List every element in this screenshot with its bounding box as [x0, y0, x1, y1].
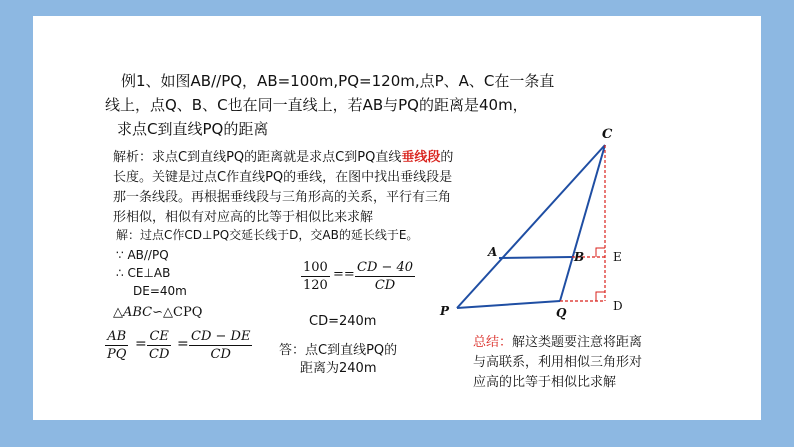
problem-line-1: 例1、如图AB//PQ，AB=100m,PQ=120m,点P、A、C在一条直 [121, 72, 555, 90]
analysis-line-4: 形相似，相似有对应高的比等于相似比来求解 [113, 210, 374, 225]
answer-line-1: 答：点C到直线PQ的 [279, 343, 398, 358]
line-pq [457, 301, 560, 308]
label-q: Q [556, 306, 567, 320]
label-b: B [574, 250, 585, 264]
line-pc [457, 145, 605, 308]
similar-left: △ABC [113, 305, 153, 320]
summary-label: 总结： [473, 335, 513, 350]
right-angle-mark-d [596, 292, 605, 301]
line-ab [499, 257, 572, 258]
equals-sign: = [177, 336, 189, 352]
analysis-text-1: 求点C到直线PQ的距离就是求点C到PQ直线 [152, 150, 402, 165]
solution-de: DE=40m [133, 284, 187, 298]
summary-line-2: 与高联系，利用相似三角形对 [473, 355, 643, 370]
label-p: P [440, 304, 450, 318]
equals-sign: = [135, 336, 147, 352]
fraction-denominator: CD [210, 347, 231, 362]
summary-line-3: 应高的比等于相似比求解 [473, 375, 617, 390]
solution-therefore: ∴ CE⊥AB [116, 266, 171, 280]
summary-line-1 [473, 331, 642, 350]
label-e: E [613, 250, 622, 264]
similar-symbol: ∽ [152, 305, 164, 320]
analysis-text-1-end: 的 [440, 150, 454, 165]
analysis-emphasis: 垂线段 [401, 150, 441, 165]
label-a: A [488, 245, 498, 259]
fraction-numerator: CE [149, 329, 169, 344]
solution-because: ∵ AB//PQ [116, 248, 169, 262]
cd-result: CD=240m [309, 314, 377, 329]
label-d: D [613, 299, 623, 313]
fraction-denominator: PQ [107, 347, 127, 362]
answer-line-2: 距离为240m [300, 361, 377, 376]
fraction-numerator: CD − DE [191, 329, 251, 344]
summary-text-1: 解这类题要注意将距离 [512, 335, 643, 350]
analysis-label: 解析： [113, 150, 153, 165]
right-angle-mark-e [596, 248, 605, 257]
fraction-numerator: 100 [303, 260, 328, 275]
geometry-figure [33, 16, 761, 420]
problem-line-3: 求点C到直线PQ的距离 [117, 120, 269, 138]
analysis-line-3: 那一条线段。再根据垂线段与三角形高的关系，平行有三角 [113, 190, 452, 205]
slide-content-panel [33, 16, 761, 420]
fraction-numerator: CD − 40 [357, 260, 414, 275]
problem-line-2: 线上，点Q、B、C也在同一直线上，若AB与PQ的距离是40m， [105, 96, 528, 114]
fraction-denominator: CD [149, 347, 170, 362]
triangle-outline [457, 145, 605, 308]
fraction-numerator: AB [107, 329, 127, 344]
solution-intro: 解：过点C作CD⊥PQ交延长线于D，交AB的延长线于E。 [116, 228, 419, 242]
similar-right: △CPQ [163, 305, 203, 320]
fraction-denominator: CD [374, 278, 396, 293]
double-equals: == [333, 267, 355, 282]
analysis-line-2: 长度。关键是过点C作直线PQ的垂线，在图中找出垂线段是 [113, 170, 453, 185]
fraction-denominator: 120 [303, 278, 328, 293]
label-c: C [602, 127, 613, 142]
